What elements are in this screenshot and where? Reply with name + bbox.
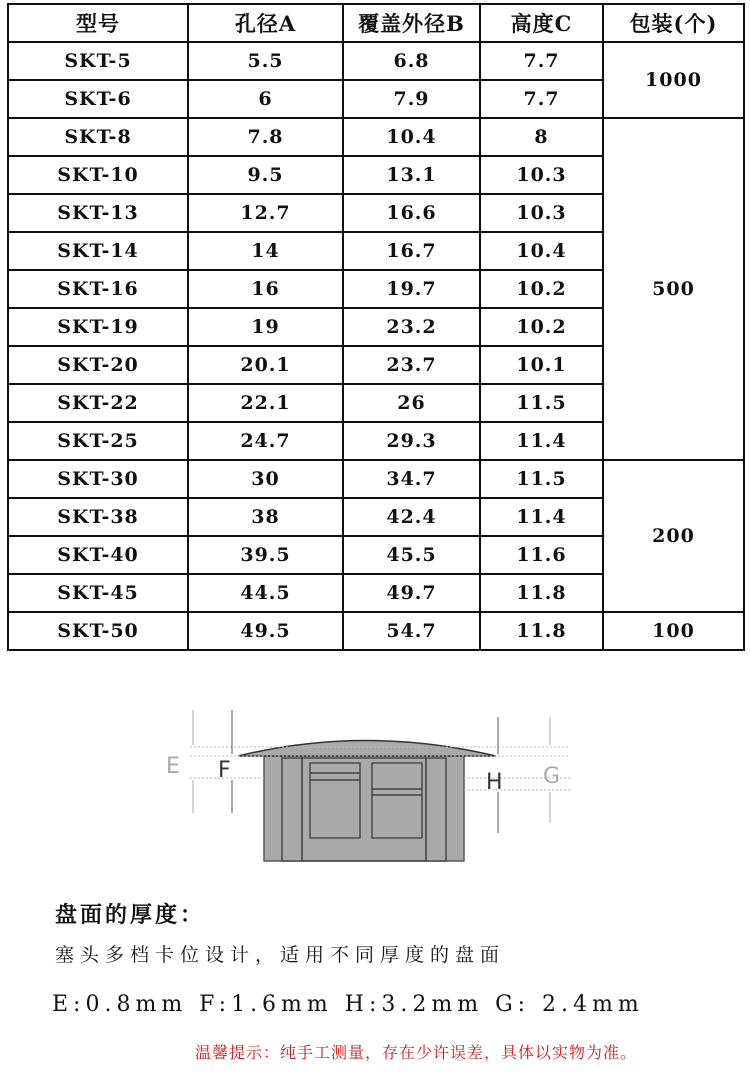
cell-hole-diameter: 39.5	[188, 536, 343, 574]
cell-hole-diameter: 24.7	[188, 422, 343, 460]
cell-cover-diameter: 42.4	[343, 498, 480, 536]
cell-hole-diameter: 14	[188, 232, 343, 270]
cell-hole-diameter: 20.1	[188, 346, 343, 384]
header-model: 型号	[8, 4, 188, 42]
cell-hole-diameter: 6	[188, 80, 343, 118]
cell-hole-diameter: 7.8	[188, 118, 343, 156]
cell-hole-diameter: 16	[188, 270, 343, 308]
design-description: 塞头多档卡位设计，适用不同厚度的盘面	[55, 944, 506, 966]
cell-height: 10.2	[480, 308, 603, 346]
cell-model: SKT-45	[8, 574, 188, 612]
cell-height: 11.6	[480, 536, 603, 574]
cell-model: SKT-25	[8, 422, 188, 460]
cell-cover-diameter: 54.7	[343, 612, 480, 650]
cell-hole-diameter: 19	[188, 308, 343, 346]
cell-model: SKT-20	[8, 346, 188, 384]
cell-cover-diameter: 13.1	[343, 156, 480, 194]
cell-height: 11.4	[480, 422, 603, 460]
cell-height: 10.3	[480, 156, 603, 194]
cell-cover-diameter: 16.6	[343, 194, 480, 232]
plug-cap	[238, 741, 496, 757]
thickness-title: 盘面的厚度：	[55, 902, 206, 928]
cell-packaging: 200	[603, 460, 744, 612]
cell-packaging: 1000	[603, 42, 744, 118]
thickness-dimensions: E:0.8mm F:1.6mm H:3.2mm G: 2.4mm	[52, 992, 644, 1017]
cell-height: 7.7	[480, 42, 603, 80]
label-e: E	[166, 754, 180, 779]
cell-model: SKT-22	[8, 384, 188, 422]
label-g: G	[543, 764, 561, 789]
cell-cover-diameter: 16.7	[343, 232, 480, 270]
spec-table	[7, 3, 745, 651]
header-packaging: 包装(个)	[603, 4, 744, 42]
cell-model: SKT-19	[8, 308, 188, 346]
cell-model: SKT-16	[8, 270, 188, 308]
cell-model: SKT-10	[8, 156, 188, 194]
cell-cover-diameter: 23.7	[343, 346, 480, 384]
cell-height: 7.7	[480, 80, 603, 118]
plug-cross-section-diagram	[160, 705, 580, 880]
cell-height: 11.8	[480, 612, 603, 650]
cell-hole-diameter: 30	[188, 460, 343, 498]
cell-packaging: 100	[603, 612, 744, 650]
cell-cover-diameter: 10.4	[343, 118, 480, 156]
cell-cover-diameter: 45.5	[343, 536, 480, 574]
label-f: F	[218, 758, 231, 783]
cell-model: SKT-13	[8, 194, 188, 232]
cell-packaging: 500	[603, 118, 744, 460]
cell-cover-diameter: 7.9	[343, 80, 480, 118]
cell-hole-diameter: 22.1	[188, 384, 343, 422]
cell-cover-diameter: 23.2	[343, 308, 480, 346]
cell-height: 11.8	[480, 574, 603, 612]
cell-height: 10.4	[480, 232, 603, 270]
cell-hole-diameter: 44.5	[188, 574, 343, 612]
header-hole-diameter: 孔径A	[188, 4, 343, 42]
table-row	[8, 460, 744, 498]
table-row	[8, 612, 744, 650]
cell-hole-diameter: 49.5	[188, 612, 343, 650]
cell-model: SKT-6	[8, 80, 188, 118]
cell-model: SKT-40	[8, 536, 188, 574]
header-cover-diameter: 覆盖外径B	[343, 4, 480, 42]
cell-height: 10.3	[480, 194, 603, 232]
cell-cover-diameter: 6.8	[343, 42, 480, 80]
cell-cover-diameter: 26	[343, 384, 480, 422]
measurement-warning: 温馨提示：纯手工测量，存在少许误差，具体以实物为准。	[195, 1043, 638, 1062]
cell-model: SKT-5	[8, 42, 188, 80]
cell-hole-diameter: 12.7	[188, 194, 343, 232]
table-row	[8, 42, 744, 80]
cell-cover-diameter: 49.7	[343, 574, 480, 612]
cell-hole-diameter: 5.5	[188, 42, 343, 80]
cell-cover-diameter: 19.7	[343, 270, 480, 308]
cell-model: SKT-8	[8, 118, 188, 156]
cell-height: 11.5	[480, 460, 603, 498]
cell-height: 8	[480, 118, 603, 156]
cell-height: 11.5	[480, 384, 603, 422]
cell-model: SKT-38	[8, 498, 188, 536]
table-row	[8, 118, 744, 156]
label-h: H	[486, 770, 503, 795]
cell-hole-diameter: 9.5	[188, 156, 343, 194]
cell-height: 10.2	[480, 270, 603, 308]
plug-inner-left	[282, 758, 302, 861]
table-header-row	[8, 4, 744, 42]
table-body	[8, 42, 744, 650]
cell-cover-diameter: 34.7	[343, 460, 480, 498]
plug-inner-right	[426, 758, 446, 861]
cell-height: 11.4	[480, 498, 603, 536]
cell-height: 10.1	[480, 346, 603, 384]
cell-model: SKT-30	[8, 460, 188, 498]
cell-cover-diameter: 29.3	[343, 422, 480, 460]
cell-hole-diameter: 38	[188, 498, 343, 536]
cell-model: SKT-50	[8, 612, 188, 650]
cell-model: SKT-14	[8, 232, 188, 270]
header-height: 高度C	[480, 4, 603, 42]
